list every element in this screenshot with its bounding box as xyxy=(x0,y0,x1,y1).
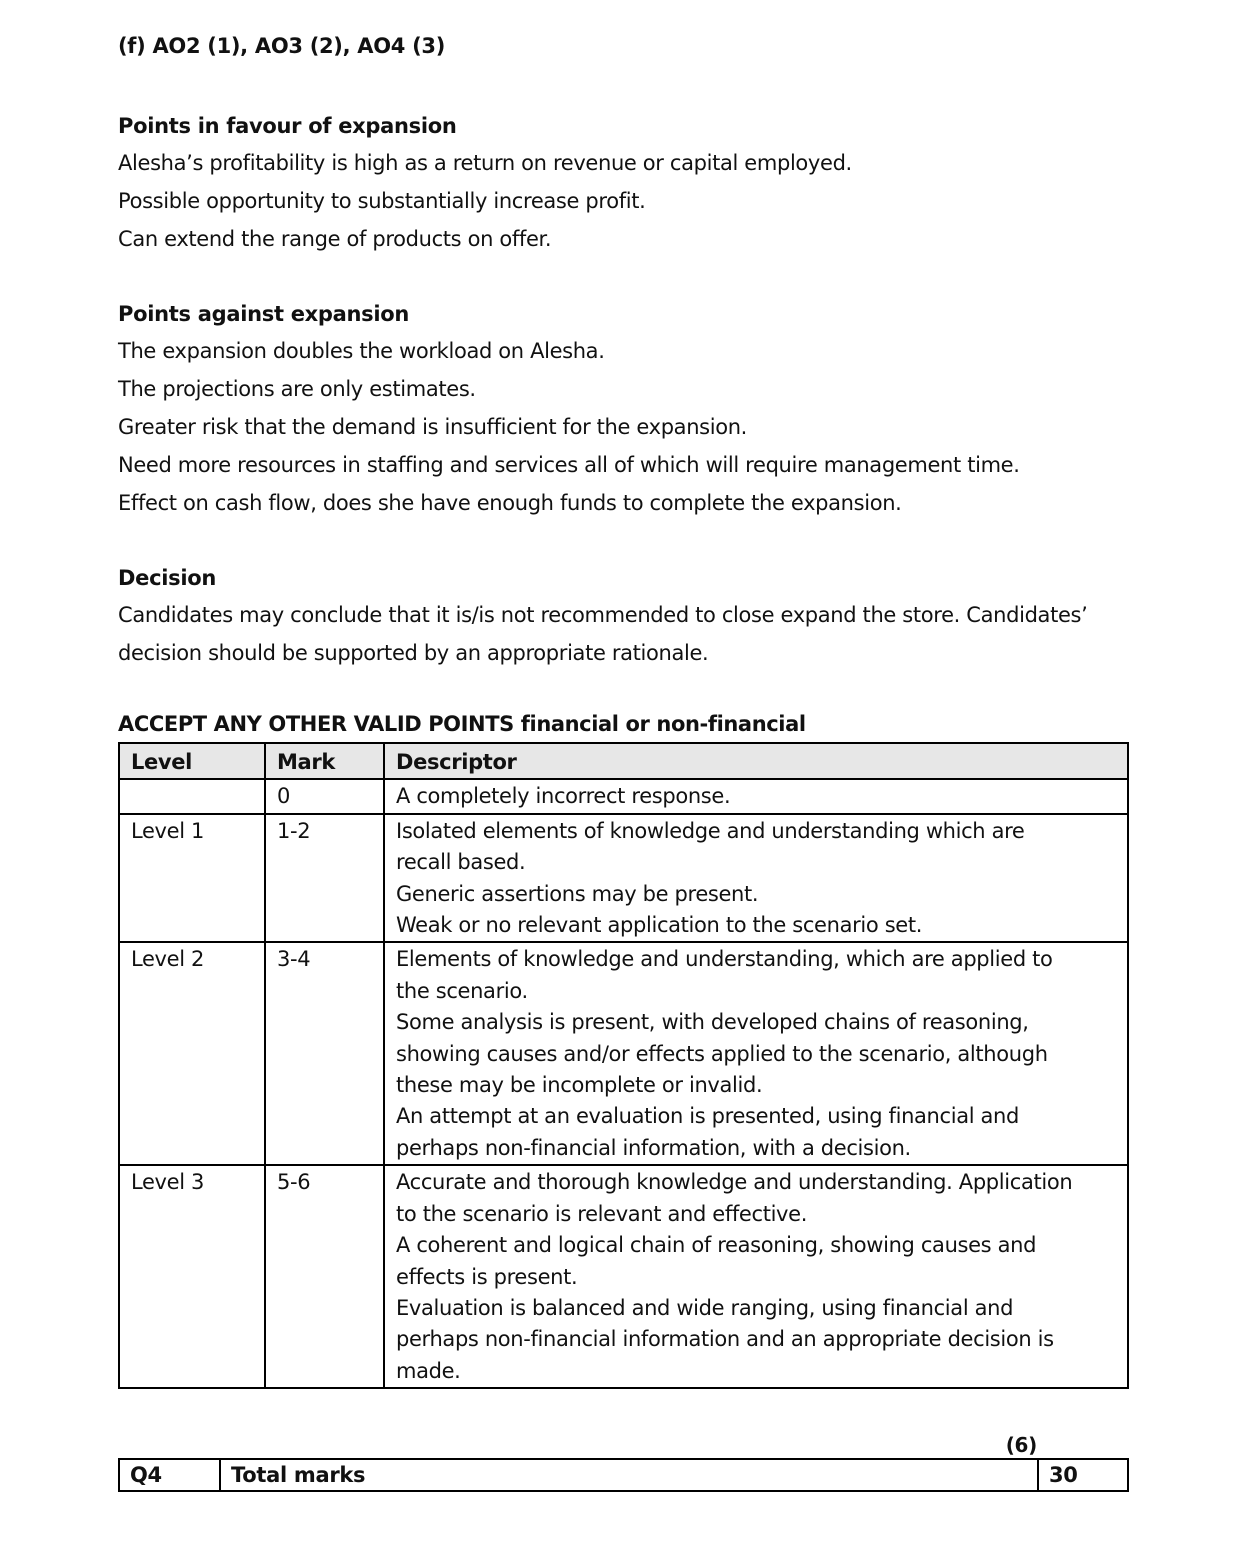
decision-title: Decision xyxy=(118,566,216,590)
against-point: Effect on cash flow, does she have enough funds to complete the expansion. xyxy=(118,491,902,515)
question-header: (f) AO2 (1), AO3 (2), AO4 (3) xyxy=(118,34,446,58)
part-marks: (6) xyxy=(1005,1433,1037,1457)
table-row xyxy=(119,942,1128,1165)
descriptor-line: An attempt at an evaluation is presented, using financial and xyxy=(396,1104,1019,1129)
favour-point: Possible opportunity to substantially increase profit. xyxy=(118,189,646,213)
descriptor-line: Evaluation is balanced and wide ranging, using financial and xyxy=(396,1295,1014,1320)
favour-point: Can extend the range of products on offer. xyxy=(118,227,552,251)
marks-total-section xyxy=(118,1432,1129,1492)
header-descriptor: Descriptor xyxy=(384,743,1128,779)
against-point: Greater risk that the demand is insufficient for the expansion. xyxy=(118,415,748,439)
decision-section xyxy=(118,560,1130,672)
decision-text-line: decision should be supported by an appropriate rationale. xyxy=(118,641,709,665)
total-marks-table xyxy=(118,1458,1129,1492)
table-header-row xyxy=(119,743,1128,779)
descriptor-line: showing causes and/or effects applied to the scenario, although xyxy=(396,1041,1048,1066)
descriptor-line: Generic assertions may be present. xyxy=(396,881,759,906)
descriptor-line: recall based. xyxy=(396,850,526,875)
descriptor-line: perhaps non-financial information and an appropriate decision is xyxy=(396,1327,1054,1352)
total-label: Total marks xyxy=(220,1459,1038,1491)
descriptor-cell xyxy=(384,814,1128,943)
descriptor-line: these may be incomplete or invalid. xyxy=(396,1073,763,1098)
mark-cell: 3-4 xyxy=(265,942,384,1165)
favour-section xyxy=(118,108,1130,258)
against-point: The expansion doubles the workload on Alesha. xyxy=(118,339,605,363)
table-row xyxy=(119,1165,1128,1388)
table-row xyxy=(119,814,1128,943)
decision-text-line: Candidates may conclude that it is/is not recommended to close expand the store. Candidates’ xyxy=(118,603,1088,627)
level-cell: Level 1 xyxy=(119,814,265,943)
total-value: 30 xyxy=(1038,1459,1128,1491)
against-title: Points against expansion xyxy=(118,302,410,326)
descriptor-line: effects is present. xyxy=(396,1264,578,1289)
descriptor-line: Isolated elements of knowledge and understanding which are xyxy=(396,818,1025,843)
descriptor-line: Weak or no relevant application to the scenario set. xyxy=(396,913,923,938)
against-point: Need more resources in staffing and services all of which will require management time. xyxy=(118,453,1020,477)
level-cell xyxy=(119,779,265,813)
descriptor-line: A coherent and logical chain of reasoning, showing causes and xyxy=(396,1233,1037,1258)
descriptor-line: Accurate and thorough knowledge and understanding. Application xyxy=(396,1170,1073,1195)
descriptor-line: A completely incorrect response. xyxy=(396,784,731,809)
header-level: Level xyxy=(119,743,265,779)
descriptor-line: perhaps non-financial information, with a decision. xyxy=(396,1135,911,1160)
level-cell: Level 2 xyxy=(119,942,265,1165)
mark-cell: 5-6 xyxy=(265,1165,384,1388)
descriptor-line: Elements of knowledge and understanding, which are applied to xyxy=(396,947,1053,972)
against-section xyxy=(118,296,1130,522)
against-point: The projections are only estimates. xyxy=(118,377,476,401)
descriptor-line: made. xyxy=(396,1358,461,1383)
levels-table xyxy=(118,742,1129,1389)
descriptor-cell xyxy=(384,1165,1128,1388)
favour-title: Points in favour of expansion xyxy=(118,114,457,138)
mark-cell: 0 xyxy=(265,779,384,813)
descriptor-cell xyxy=(384,942,1128,1165)
mark-cell: 1-2 xyxy=(265,814,384,943)
total-row xyxy=(119,1459,1128,1491)
descriptor-line: Some analysis is present, with developed chains of reasoning, xyxy=(396,1010,1029,1035)
accept-note: ACCEPT ANY OTHER VALID POINTS financial or non-financial xyxy=(118,712,806,736)
mark-scheme-page xyxy=(118,28,1130,1389)
level-cell: Level 3 xyxy=(119,1165,265,1388)
descriptor-line: the scenario. xyxy=(396,978,528,1003)
descriptor-cell xyxy=(384,779,1128,813)
question-number: Q4 xyxy=(119,1459,220,1491)
favour-point: Alesha’s profitability is high as a return on revenue or capital employed. xyxy=(118,151,852,175)
table-row xyxy=(119,779,1128,813)
header-mark: Mark xyxy=(265,743,384,779)
descriptor-line: to the scenario is relevant and effective. xyxy=(396,1201,808,1226)
